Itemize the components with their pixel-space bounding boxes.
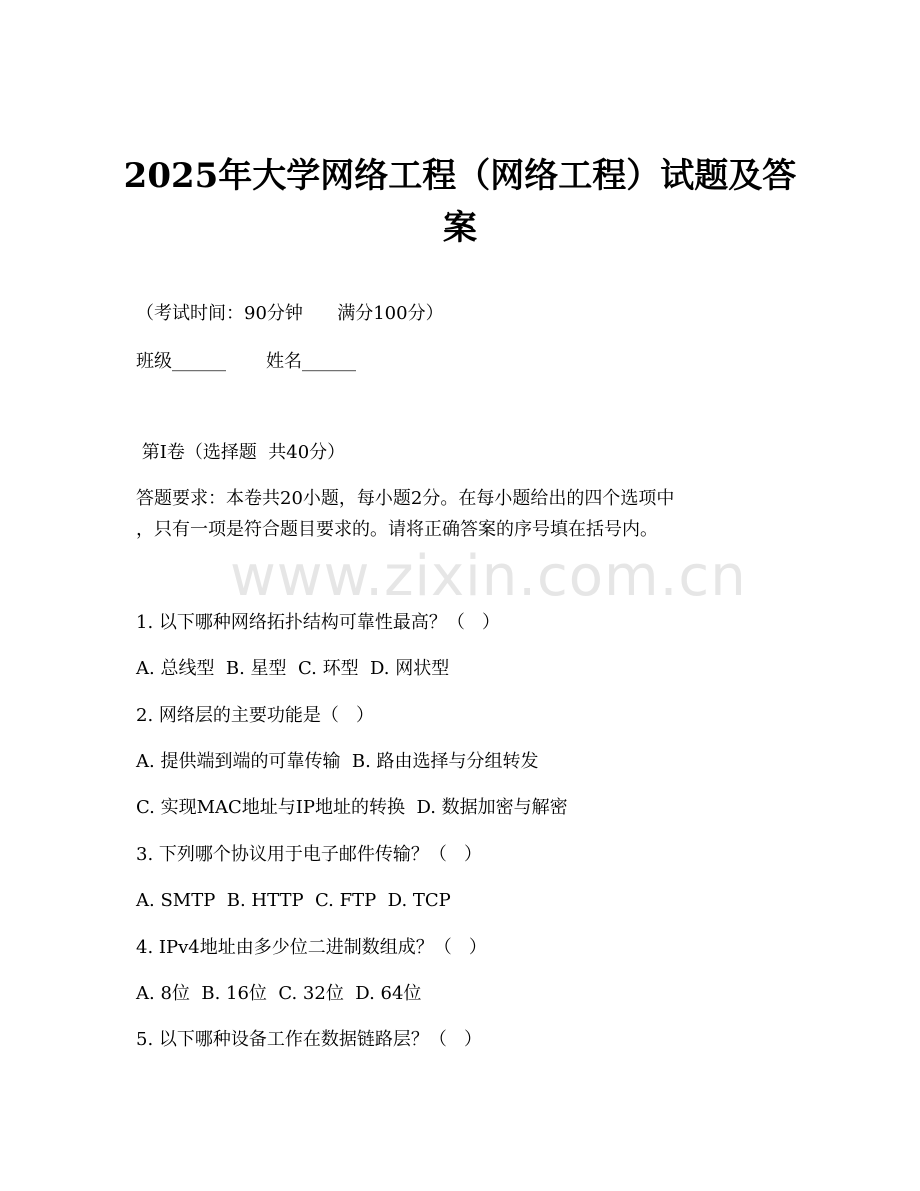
exam-info: （考试时间：90分钟 满分100分）	[136, 303, 444, 324]
question-stem: 4. IPv4地址由多少位二进制数组成？（ ）	[136, 937, 487, 958]
title-line-2: 案	[443, 208, 477, 248]
question-options: A. 总线型 B. 星型 C. 环型 D. 网状型	[136, 658, 450, 679]
instructions-line-1: 答题要求：本卷共20小题，每小题2分。在每小题给出的四个选项中	[136, 488, 675, 509]
document-title	[120, 150, 800, 254]
question-stem: 5. 以下哪种设备工作在数据链路层？（ ）	[136, 1029, 483, 1050]
question-stem: 1. 以下哪种网络拓扑结构可靠性最高？（ ）	[136, 612, 501, 633]
question-stem: 2. 网络层的主要功能是（ ）	[136, 705, 375, 726]
instructions-line-2: ，只有一项是符合题目要求的。请将正确答案的序号填在括号内。	[136, 519, 658, 540]
question-options: A. 8位 B. 16位 C. 32位 D. 64位	[136, 983, 422, 1004]
section-header: 第I卷（选择题 共40分）	[136, 442, 346, 463]
title-line-1: 2025年大学网络工程（网络工程）试题及答	[123, 156, 797, 196]
class-name-fields: 班级______ 姓名______	[136, 351, 357, 372]
question-stem: 3. 下列哪个协议用于电子邮件传输？（ ）	[136, 844, 483, 865]
watermark: www.zixin.com.cn	[230, 544, 747, 609]
question-options: A. SMTP B. HTTP C. FTP D. TCP	[136, 890, 451, 911]
question-options: A. 提供端到端的可靠传输 B. 路由选择与分组转发	[136, 751, 539, 772]
question-options: C. 实现MAC地址与IP地址的转换 D. 数据加密与解密	[136, 797, 568, 818]
